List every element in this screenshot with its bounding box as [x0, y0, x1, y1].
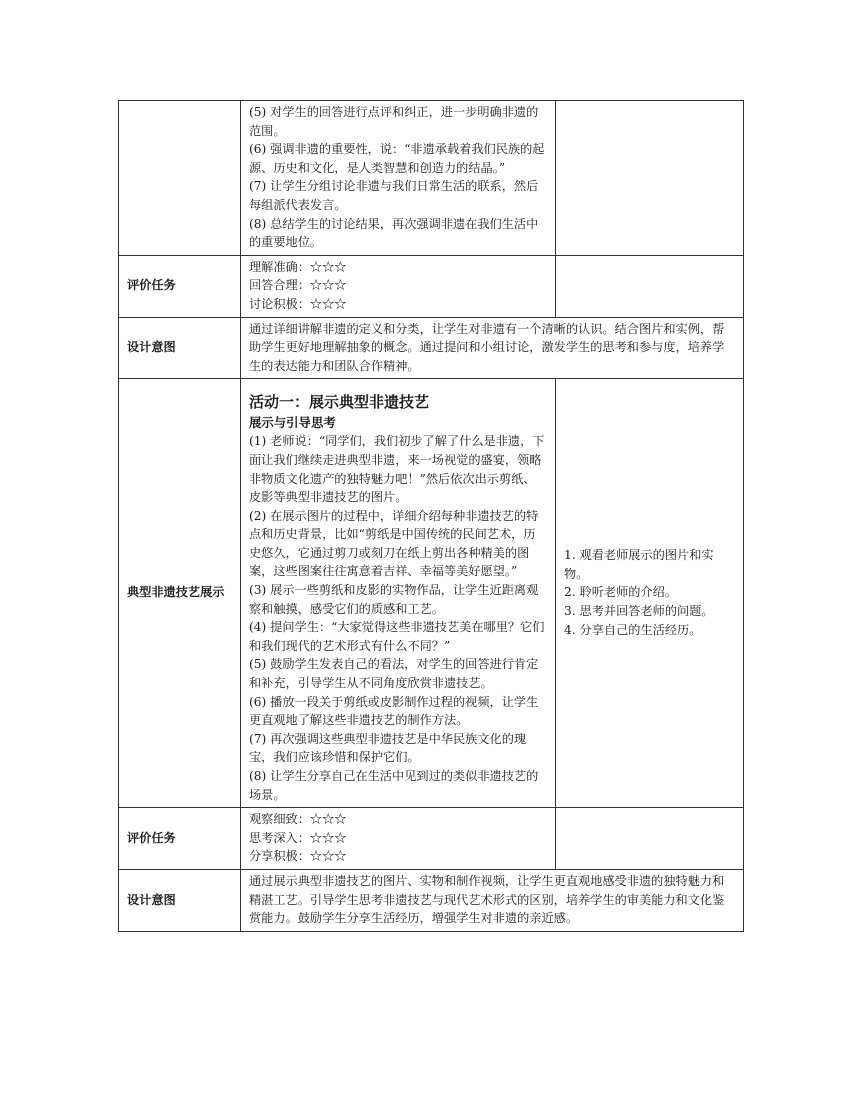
teacher-step: (7) 再次强调这些典型非遗技艺是中华民族文化的瑰宝，我们应该珍惜和保护它们。 — [249, 731, 527, 765]
teacher-step: (5) 对学生的回答进行点评和纠正，进一步明确非遗的范围。 — [249, 105, 539, 138]
activity-label: 典型非遗技艺展示 — [119, 379, 241, 808]
teacher-step: (6) 强调非遗的重要性，说：“非遗承载着我们民族的起源、历史和文化，是人类智慧和创造力的结晶。” — [249, 142, 545, 175]
teacher-step: (7) 让学生分组讨论非遗与我们日常生活的联系，然后每组派代表发言。 — [249, 179, 539, 212]
activity-teacher-cell — [241, 379, 556, 808]
activity-subtitle: 展示与引导思考 — [249, 415, 336, 431]
design-intent-label: 设计意图 — [119, 317, 241, 379]
evaluation-item: 观察细致：☆☆☆ — [249, 812, 347, 827]
design-intent-row-2 — [119, 869, 744, 931]
evaluation-item: 回答合理：☆☆☆ — [249, 278, 347, 293]
student-step: 3. 思考并回答老师的问题。 — [564, 604, 714, 619]
design-intent-row-1 — [119, 317, 744, 379]
evaluation-empty-cell — [556, 255, 744, 317]
evaluation-row-1 — [119, 255, 744, 317]
evaluation-empty-cell — [556, 808, 744, 870]
evaluation-item: 分享积极：☆☆☆ — [249, 849, 347, 864]
lesson-plan-table — [118, 100, 744, 932]
evaluation-items-cell — [241, 255, 556, 317]
teacher-step: (2) 在展示图片的过程中，详细介绍每种非遗技艺的特点和历史背景，比如“剪纸是中国传统的民间艺术，历史悠久，它通过剪刀或刻刀在纸上剪出各种精美的图案，这些图案往往寓意着吉祥、幸福等美好愿望。” — [249, 508, 539, 579]
teacher-step: (1) 老师说：“同学们，我们初步了解了什么是非遗，下面让我们继续走进典型非遗，来一场视觉的盛宴，领略非物质文化遗产的独特魅力吧！”然后依次出示剪纸、皮影等典型非遗技艺的图片。 — [249, 434, 545, 505]
teacher-step: (8) 让学生分享自己在生活中见到过的类似非遗技艺的场景。 — [249, 769, 539, 802]
evaluation-item: 讨论积极：☆☆☆ — [249, 296, 347, 311]
evaluation-row-2 — [119, 808, 744, 870]
student-step: 4. 分享自己的生活经历。 — [564, 622, 702, 637]
continued-student-cell — [556, 101, 744, 256]
teacher-step: (3) 展示一些剪纸和皮影的实物作品，让学生近距离观察和触摸，感受它们的质感和工艺。 — [249, 583, 539, 616]
student-step: 1. 观看老师展示的图片和实物。 — [564, 548, 714, 581]
design-intent-text: 通过详细讲解非遗的定义和分类，让学生对非遗有一个清晰的认识。结合图片和实例，帮助学生更好地理解抽象的概念。通过提问和小组讨论，激发学生的思考和参与度，培养学生的表达能力和团队合作精神。 — [241, 317, 744, 379]
activity-row — [119, 379, 744, 808]
evaluation-item: 理解准确：☆☆☆ — [249, 259, 347, 274]
teacher-step: (5) 鼓励学生发表自己的看法，对学生的回答进行肯定和补充，引导学生从不同角度欣赏非遗技艺。 — [249, 657, 539, 691]
continued-teacher-cell — [241, 101, 556, 256]
evaluation-label: 评价任务 — [119, 255, 241, 317]
continued-label-cell — [119, 101, 241, 256]
design-intent-text: 通过展示典型非遗技艺的图片、实物和制作视频，让学生更直观地感受非遗的独特魅力和精湛工艺。引导学生思考非遗技艺与现代艺术形式的区别，培养学生的审美能力和文化鉴赏能力。鼓励学生分享生活经历，增强学生对非遗的亲近感。 — [241, 869, 744, 931]
teacher-step: (8) 总结学生的讨论结果，再次强调非遗在我们生活中的重要地位。 — [249, 216, 539, 250]
evaluation-label: 评价任务 — [119, 808, 241, 870]
design-intent-label: 设计意图 — [119, 869, 241, 931]
activity-title: 活动一：展示典型非遗技艺 — [249, 393, 430, 412]
evaluation-items-cell — [241, 808, 556, 870]
evaluation-item: 思考深入：☆☆☆ — [249, 830, 347, 845]
activity-student-cell — [556, 379, 744, 808]
continued-activity-row — [119, 101, 744, 256]
teacher-step: (4) 提问学生：“大家觉得这些非遗技艺美在哪里？它们和我们现代的艺术形式有什么不同？” — [249, 620, 545, 653]
student-step: 2. 聆听老师的介绍。 — [564, 585, 678, 600]
teacher-step: (6) 播放一段关于剪纸或皮影制作过程的视频，让学生更直观地了解这些非遗技艺的制作方法。 — [249, 694, 539, 728]
